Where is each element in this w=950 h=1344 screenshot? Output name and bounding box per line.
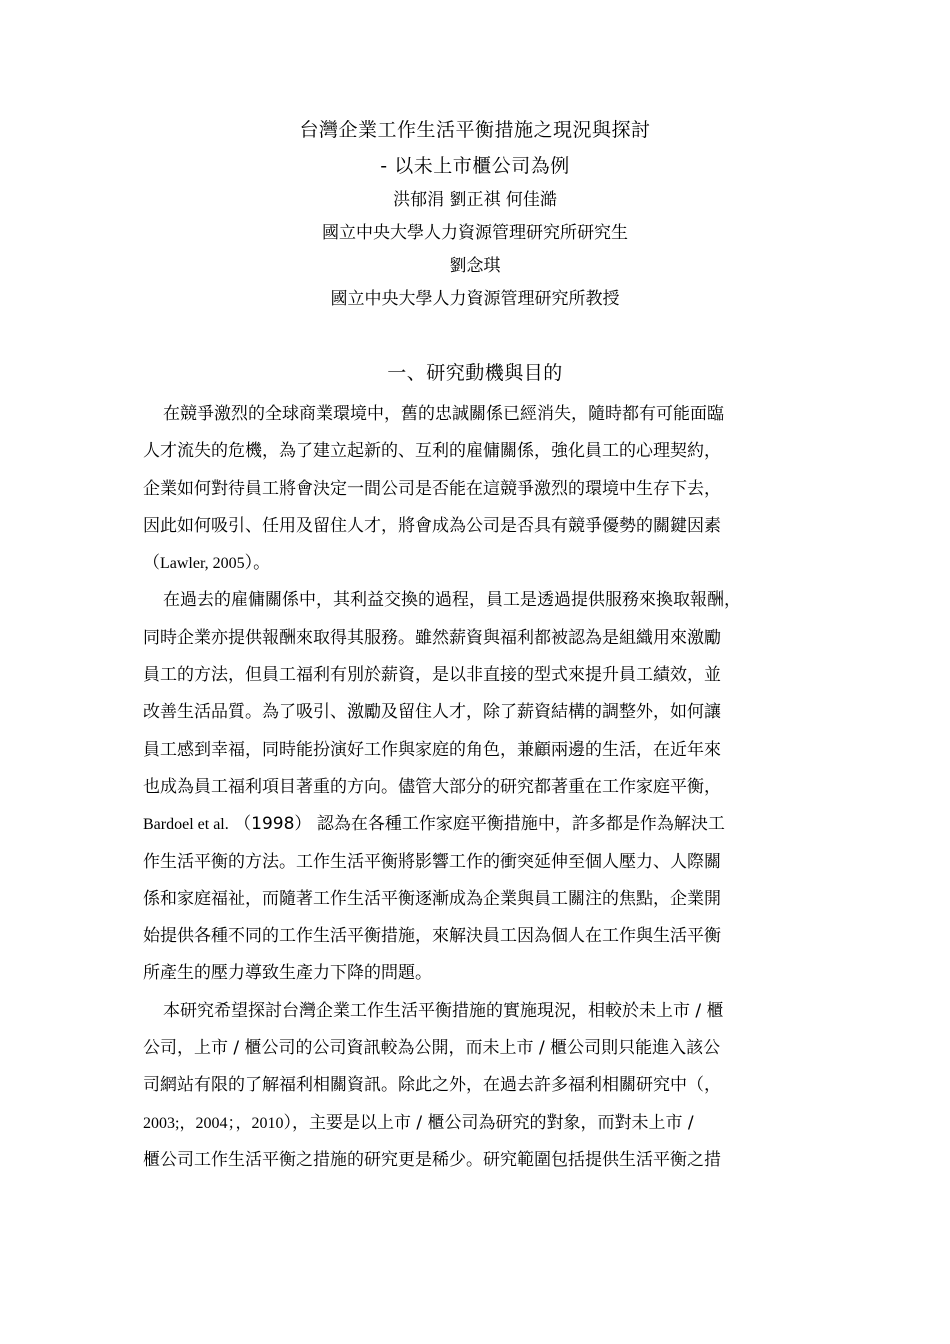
text-line: 公司，上市 / 櫃公司的公司資訊較為公開，而未上市 / 櫃公司則只能進入該公 xyxy=(143,1038,721,1059)
text-line: 作生活平衡的方法。工作生活平衡將影響工作的衝突延伸至個人壓力、人際關 xyxy=(143,851,721,872)
paper-subtitle: - 以未上市櫃公司為例 xyxy=(380,155,570,177)
text-line: 櫃公司工作生活平衡之措施的研究更是稀少。研究範圍包括提供生活平衡之措 xyxy=(143,1149,721,1170)
text-line: 在競爭激烈的全球商業環境中，舊的忠誠關係已經消失，隨時都有可能面臨 xyxy=(163,404,724,424)
text-line: 人才流失的危機，為了建立起新的、互利的雇傭關係，強化員工的心理契約， xyxy=(143,441,721,462)
text-line: 員工的方法，但員工福利有別於薪資，是以非直接的型式來提升員工績效，並 xyxy=(143,665,721,686)
text-line: （Lawler, 2005）。 xyxy=(143,553,271,574)
citation: 2003;，2004；，2010 xyxy=(143,1114,284,1132)
text-line: 因此如何吸引、任用及留住人才，將會成為公司是否具有競爭優勢的關鍵因素 xyxy=(143,515,721,536)
text-line: 係和家庭福祉，而隨著工作生活平衡逐漸成為企業與員工關注的焦點，企業開 xyxy=(143,888,721,909)
section-heading: 一、研究動機與目的 xyxy=(387,362,563,384)
paper-title: 台灣企業工作生活平衡措施之現況與探討 xyxy=(299,119,651,141)
author-affiliation: 國立中央大學人力資源管理研究所研究生 xyxy=(322,223,628,243)
advisor-name: 劉念琪 xyxy=(449,256,501,276)
body-text xyxy=(143,396,807,1179)
paragraph-2 xyxy=(143,582,807,992)
citation: Bardoel et al. xyxy=(143,816,229,834)
text-line: 改善生活品質。為了吸引、激勵及留住人才，除了薪資結構的調整外，如何讓 xyxy=(143,702,721,723)
paragraph-3 xyxy=(143,993,807,1179)
paper-header xyxy=(0,112,950,316)
text-line: 也成為員工福利項目著重的方向。儘管大部分的研究都著重在工作家庭平衡， xyxy=(143,776,721,797)
text-line: 始提供各種不同的工作生活平衡措施，來解決員工因為個人在工作與生活平衡 xyxy=(143,926,721,947)
text-line: 在過去的雇傭關係中，其利益交換的過程，員工是透過提供服務來換取報酬， xyxy=(163,590,741,611)
author-names: 洪郁涓 劉正祺 何佳澔 xyxy=(393,190,557,210)
text-line: 所產生的壓力導致生產力下降的問題。 xyxy=(143,963,432,984)
advisor-affiliation: 國立中央大學人力資源管理研究所教授 xyxy=(330,289,620,309)
text-line: 本研究希望探討台灣企業工作生活平衡措施的實施現況，相較於未上市 / 櫃 xyxy=(163,1000,724,1021)
text-line: 司網站有限的了解福利相關資訊。除此之外，在過去許多福利相關研究中（， xyxy=(143,1075,721,1096)
text-line: 2003;，2004；，2010），主要是以上市 / 櫃公司為研究的對象，而對未上市 / xyxy=(143,1112,694,1133)
citation: Lawler, 2005 xyxy=(160,555,245,573)
text-line: 企業如何對待員工將會決定一間公司是否能在這競爭激烈的環境中生存下去， xyxy=(143,478,721,499)
text-line: 同時企業亦提供報酬來取得其服務。雖然薪資與福利都被認為是組織用來激勵 xyxy=(143,627,721,648)
paragraph-1 xyxy=(143,396,807,582)
text-line: Bardoel et al. （1998） 認為在各種工作家庭平衡措施中，許多都是作為解決工 xyxy=(143,814,725,835)
text-line: 員工感到幸福，同時能扮演好工作與家庭的角色，兼顧兩邊的生活，在近年來 xyxy=(143,739,721,760)
